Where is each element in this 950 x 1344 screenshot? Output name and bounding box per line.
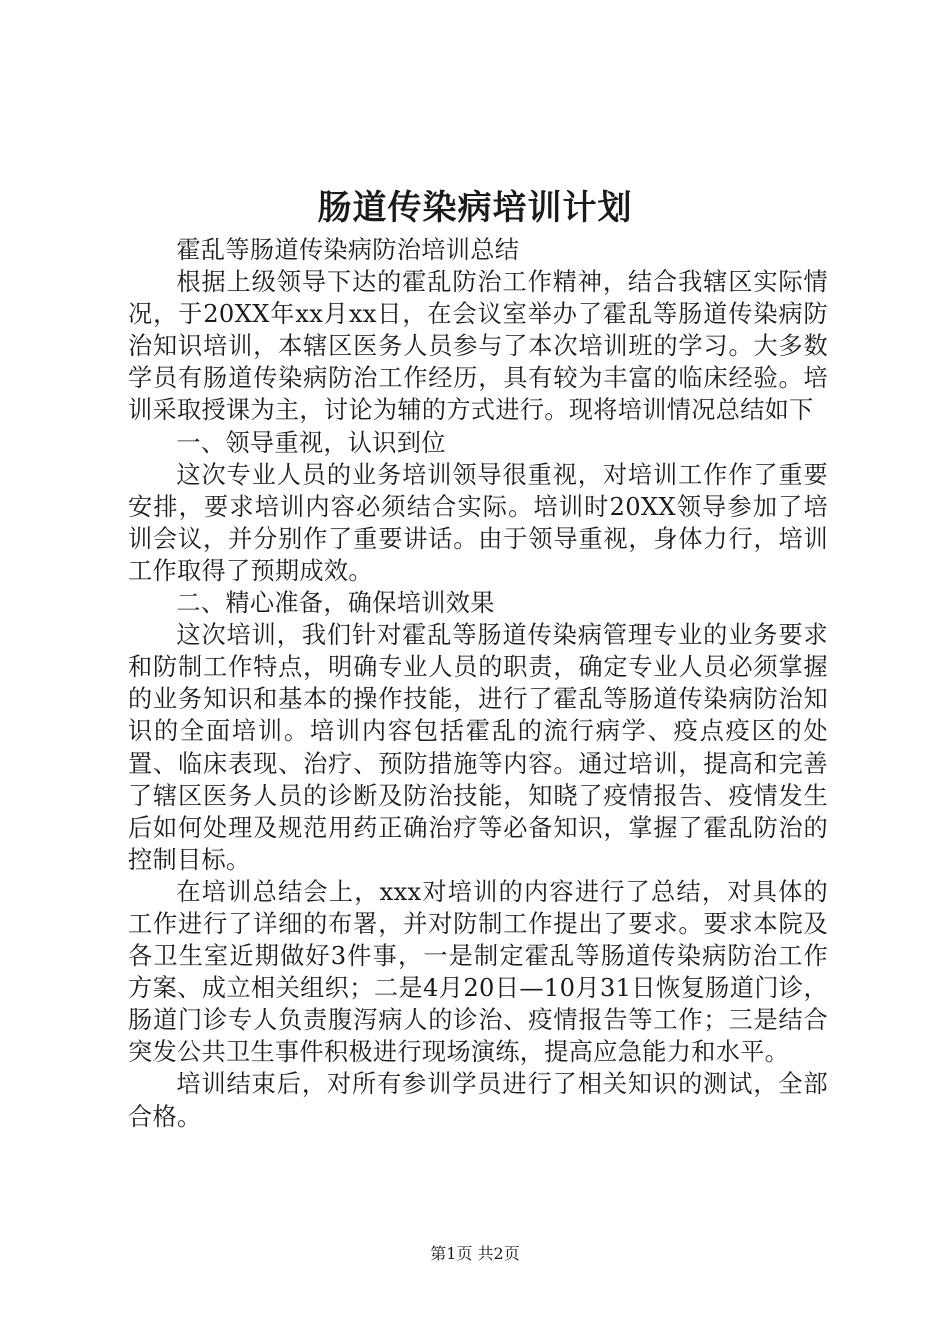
paragraph-summary-meeting: 在培训总结会上，xxx对培训的内容进行了总结，对具体的工作进行了详细的布署，并对防制工作提出了要求。要求本院及各卫生室近期做好3件事，一是制定霍乱等肠道传染病防治工作方案、成立相关组织；二是4月20日—10月31日恢复肠道门诊，肠道门诊专人负责腹泻病人的诊治、疫情报告等工作；三是结合突发公共卫生事件积极进行现场演练，提高应急能力和水平。 <box>128 877 828 1067</box>
paragraph-section-2: 这次培训，我们针对霍乱等肠道传染病管理专业的业务要求和防制工作特点，明确专业人员的职责，确定专业人员必须掌握的业务知识和基本的操作技能，进行了霍乱等肠道传染病防治知识的全面培训。培训内容包括霍乱的流行病学、疫点疫区的处置、临床表现、治疗、预防措施等内容。通过培训，提高和完善了辖区医务人员的诊断及防治技能，知晓了疫情报告、疫情发生后如何处理及规范用药正确治疗等必备知识，掌握了霍乱防治的控制目标。 <box>128 621 828 874</box>
paragraph-intro: 根据上级领导下达的霍乱防治工作精神，结合我辖区实际情况，于20XX年xx月xx日，在会议室举办了霍乱等肠道传染病防治知识培训，本辖区医务人员参与了本次培训班的学习。大多数学员有肠道传染病防治工作经历，具有较为丰富的临床经验。培训采取授课为主，讨论为辅的方式进行。现将培训情况总结如下 <box>128 268 828 425</box>
section-heading-1: 一、领导重视，认识到位 <box>176 428 446 457</box>
paragraph-conclusion: 培训结束后，对所有参训学员进行了相关知识的测试，全部合格。 <box>128 1070 828 1131</box>
page-number-footer: 第1页 共2页 <box>430 1244 520 1263</box>
paragraph-summary-heading: 霍乱等肠道传染病防治培训总结 <box>176 236 520 264</box>
document-title: 肠道传染病培训计划 <box>317 188 633 228</box>
document-body <box>128 234 828 1133</box>
paragraph-section-1: 这次专业人员的业务培训领导很重视，对培训工作作了重要安排，要求培训内容必须结合实际。培训时20XX领导参加了培训会议，并分别作了重要讲话。由于领导重视，身体力行，培训工作取得了预期成效。 <box>128 460 828 585</box>
section-heading-2: 二、精心准备，确保培训效果 <box>176 589 495 618</box>
